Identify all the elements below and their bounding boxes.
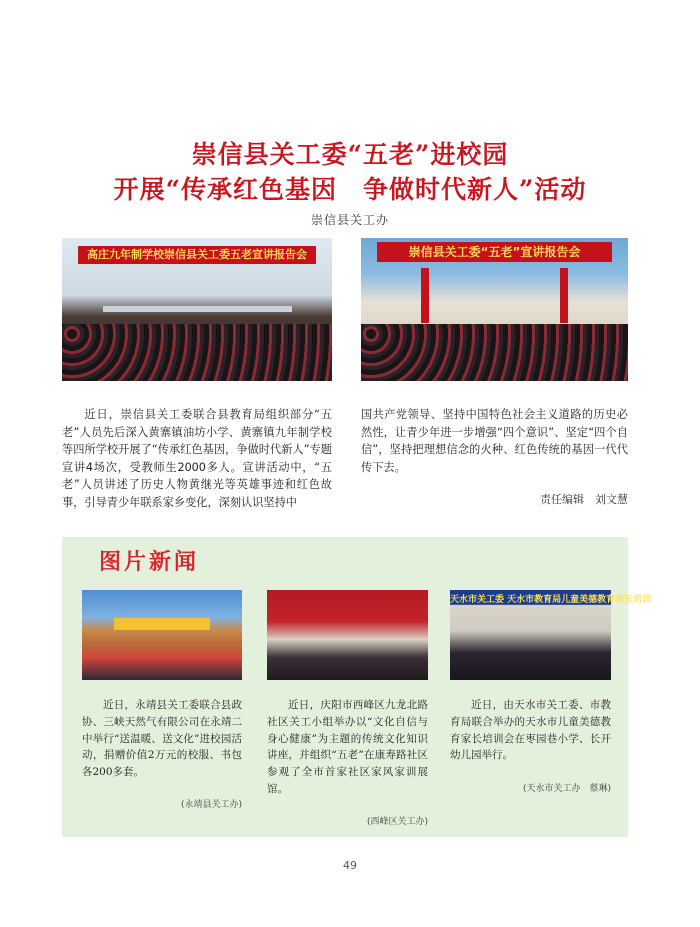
news-source-3: (天水市关工办 蔡琳) (522, 784, 611, 794)
responsible-editor: 责任编辑 刘文慧 (540, 493, 628, 506)
news-photo-2 (267, 590, 428, 680)
article-body-left: 近日，崇信县关工委联合县教育局组织部分“五老”人员先后深入黄寨镇油坊小学、黄寨镇九年制学校等四所学校开展了“传承红色基因，争做时代新人”专题宣讲4场次，受教师生2000多人。宣讲活动中，“五老”人员讲述了历史人物黄继光等英雄事迹和红色故事，引导青少年联系家乡变化，深刻认识坚持中 (62, 408, 332, 509)
audience-crowd (62, 324, 332, 381)
news-text-1: 近日，永靖县关工委联合县政协、三峡天然气有限公司在永靖二中举行“送温暖、送文化”进校园活动，捐赠价值2万元的校服、书包各200多套。 (82, 699, 242, 779)
article-title-line1: 崇信县关工委“五老”进校园 (191, 140, 509, 169)
lecture-photo-right (361, 238, 628, 381)
photo-banner: 高庄九年制学校崇信县关工委五老宣讲报告会 (78, 246, 316, 264)
news-source-1: (永靖县关工办) (180, 800, 242, 810)
article-body-right: 国共产党领导、坚持中国特色社会主义道路的历史必然性，让青少年进一步增强“四个意识”、坚定“四个自信”，坚持把理想信念的火种、红色传统的基因一代代传下去。 (361, 408, 628, 474)
news-text-2: 近日，庆阳市西峰区九龙北路社区关工小组举办以“文化自信与身心健康”为主题的传统文化知识讲座，并组织“五老”在康寿路社区参观了全市首家社区家风家训展馆。 (267, 699, 428, 795)
lecture-photo-left (62, 238, 332, 381)
news-source-2: (西峰区关工办) (366, 817, 428, 827)
article-author: 崇信县关工办 (310, 213, 389, 227)
audience-crowd (361, 324, 628, 381)
stage-sign (114, 618, 210, 630)
photo-news-heading: 图片新闻 (99, 549, 200, 575)
photo-banner: 崇信县关工委“五老”宣讲报告会 (377, 242, 612, 262)
article-title-line2: 开展“传承红色基因 争做时代新人”活动 (113, 175, 587, 204)
red-couplet-right (560, 268, 568, 323)
photo-banner: 天水市关工委 天水市教育局儿童美德教育家长培训 (450, 595, 652, 605)
red-couplet-left (421, 268, 429, 323)
page-number: 49 (343, 859, 357, 872)
news-photo-3 (450, 590, 652, 680)
news-text-3: 近日，由天水市关工委、市教育局联合举办的天水市儿童美德教育家长培训会在枣园巷小学、长开幼儿园举行。 (450, 699, 611, 762)
rostrum-table (103, 306, 292, 312)
news-photo-1 (82, 590, 242, 680)
